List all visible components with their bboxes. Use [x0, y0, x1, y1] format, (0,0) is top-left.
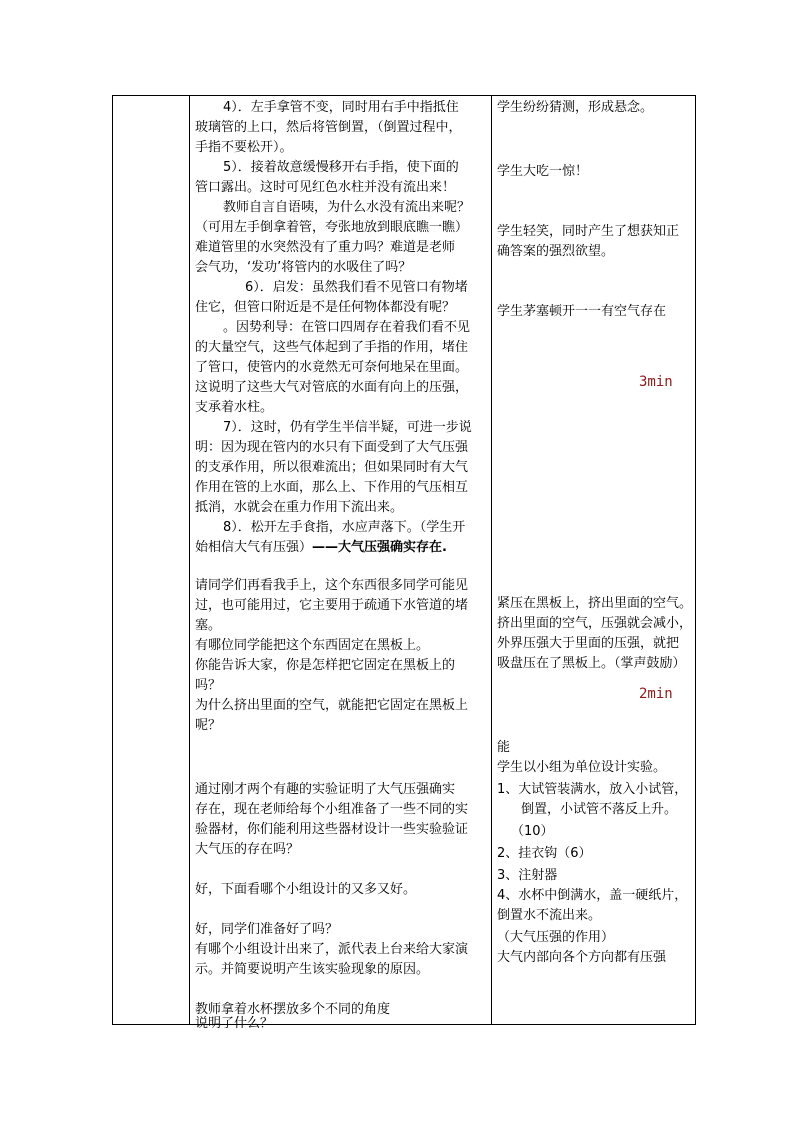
design-prompt-line: 好，下面看哪个小组设计的又多又好。 — [195, 882, 417, 897]
experiment-list-item: （10） — [511, 824, 554, 839]
guidance-line: 支承着水柱。 — [195, 400, 274, 415]
plunger-question-line: 你能告诉大家，你是怎样把它固定在黑板上的 — [195, 658, 456, 673]
teacher-monologue-line: 难道管里的水突然没有了重力吗？难道是老师 — [195, 240, 456, 255]
student-response: 学生茅塞顿开一一有空气存在 — [497, 304, 667, 319]
experiment-list-item: 倒置，小试管不落反上升。 — [521, 802, 678, 817]
teacher-monologue-line: （可用左手倒拿着管，夸张地放到眼底瞧一瞧） — [195, 220, 469, 235]
plunger-question-line: 过，也可能用过，它主要用于疏通下水管道的堵 — [195, 598, 469, 613]
time-allocation: 3min — [639, 374, 673, 390]
student-response: 吸盘压在了黑板上。（掌声鼓励） — [497, 656, 686, 671]
student-response: 学生轻笑，同时产生了想获知正 — [497, 224, 680, 239]
presentation-line: 示。并简要说明产生该实验现象的原因。 — [195, 962, 430, 977]
presentation-line: 好，同学们准备好了吗？ — [195, 922, 339, 937]
experiment-list-item: 1、大试管装满水，放入小试管， — [497, 782, 688, 797]
time-allocation: 2min — [639, 686, 673, 702]
guidance-line: 。因势利导：在管口四周存在着我们看不见 — [223, 320, 471, 335]
step-7-line: 7）．这时，仍有学生半信半疑，可进一步说 — [223, 420, 472, 435]
student-response: 紧压在黑板上，挤出里面的空气。 — [497, 596, 693, 611]
group-experiment-line: 大气压的存在吗？ — [195, 842, 300, 857]
group-experiment-line: 通过刚才两个有趣的实验证明了大气压强确实 — [195, 782, 456, 797]
student-response: 确答案的强烈欲望。 — [497, 244, 615, 259]
step-7-line: 的支承作用，所以很难流出；但如果同时有大气 — [195, 460, 469, 475]
cup-demo-line: 说明了什么？ — [195, 1016, 274, 1031]
step-4-line: 玻璃管的上口，然后将管倒置，（倒置过程中， — [195, 120, 462, 135]
plunger-question-line: 有哪位同学能把这个东西固定在黑板上。 — [195, 638, 430, 653]
step-7-line: 作用在管的上水面，那么上、下作用的气压相互 — [195, 480, 469, 495]
student-activity-column — [497, 96, 697, 1024]
teacher-monologue-line: 教师自言自语咦，为什么水没有流出来呢？ — [223, 200, 471, 215]
step-8-line: 8）．松开左手食指，水应声落下。（学生开 — [223, 520, 466, 535]
step-8-conclusion: ——大气压强确实存在. — [312, 540, 447, 555]
student-response: 学生大吃一惊！ — [497, 164, 589, 179]
step-6-line: 6）．启发：虽然我们看不见管口有物堵 — [245, 280, 468, 295]
step-4-line: 手指不要松开）。 — [195, 140, 293, 155]
student-response: 能 — [497, 740, 511, 755]
step-7-line: 明：因为现在管内的水只有下面受到了大气压强 — [195, 440, 469, 455]
step-8-text: 始相信大气有压强） — [195, 540, 313, 555]
experiment-list-item: 4、水杯中倒满水，盖一硬纸片， — [497, 888, 688, 903]
plunger-question-line: 请同学们再看我手上，这个东西很多同学可能见 — [195, 578, 469, 593]
student-response: 大气内部向各个方向都有压强 — [497, 950, 667, 965]
student-response: 学生纷纷猜测，形成悬念。 — [497, 100, 654, 115]
step-4-line: 4）．左手拿管不变，同时用右手中指抵住 — [223, 100, 459, 115]
student-response: 挤出里面的空气，压强就会减小， — [497, 616, 693, 631]
plunger-question-line: 为什么挤出里面的空气，就能把它固定在黑板上 — [195, 698, 469, 713]
experiment-list-item: 3、注射器 — [497, 868, 558, 883]
student-response: 外界压强大于里面的压强，就把 — [497, 636, 680, 651]
group-experiment-line: 存在，现在老师给每个小组准备了一些不同的实 — [195, 802, 469, 817]
step-5-line: 5）．接着故意缓慢移开右手指，使下面的 — [223, 160, 459, 175]
step-8-line — [195, 538, 447, 558]
lesson-plan-table — [112, 95, 696, 1031]
guidance-line: 了管口，使管内的水竟然无可奈何地呆在里面。 — [195, 360, 469, 375]
presentation-line: 有哪个小组设计出来了，派代表上台来给大家演 — [195, 942, 469, 957]
experiment-list-item: 2、挂衣钩（6） — [497, 846, 592, 861]
student-response: （大气压强的作用） — [497, 930, 615, 945]
column-divider — [491, 96, 492, 1024]
plunger-question-line: 吗？ — [195, 678, 222, 693]
column-divider — [189, 96, 190, 1024]
step-5-line: 管口露出。这时可见红色水柱并没有流出来！ — [195, 180, 456, 195]
student-response: 学生以小组为单位设计实验。 — [497, 760, 667, 775]
teacher-activity-column — [195, 96, 489, 1031]
guidance-line: 的大量空气，这些气体起到了手指的作用，堵住 — [195, 340, 469, 355]
step-7-line: 抵消，水就会在重力作用下流出来。 — [195, 500, 404, 515]
teacher-monologue-line: 会气功，‘发功’将管内的水吸住了吗？ — [195, 260, 412, 275]
left-empty-column — [113, 96, 189, 1024]
cup-demo-line: 教师拿着水杯摆放多个不同的角度 — [195, 1002, 391, 1017]
guidance-line: 这说明了这些大气对管底的水面有向上的压强， — [195, 380, 469, 395]
step-6-line: 住它，但管口附近是不是任何物体都没有呢？ — [195, 300, 456, 315]
group-experiment-line: 验器材，你们能利用这些器材设计一些实验验证 — [195, 822, 469, 837]
plunger-question-line: 呢？ — [195, 718, 222, 733]
experiment-list-item: 倒置水不流出来。 — [497, 908, 602, 923]
plunger-question-line: 塞。 — [195, 618, 222, 633]
